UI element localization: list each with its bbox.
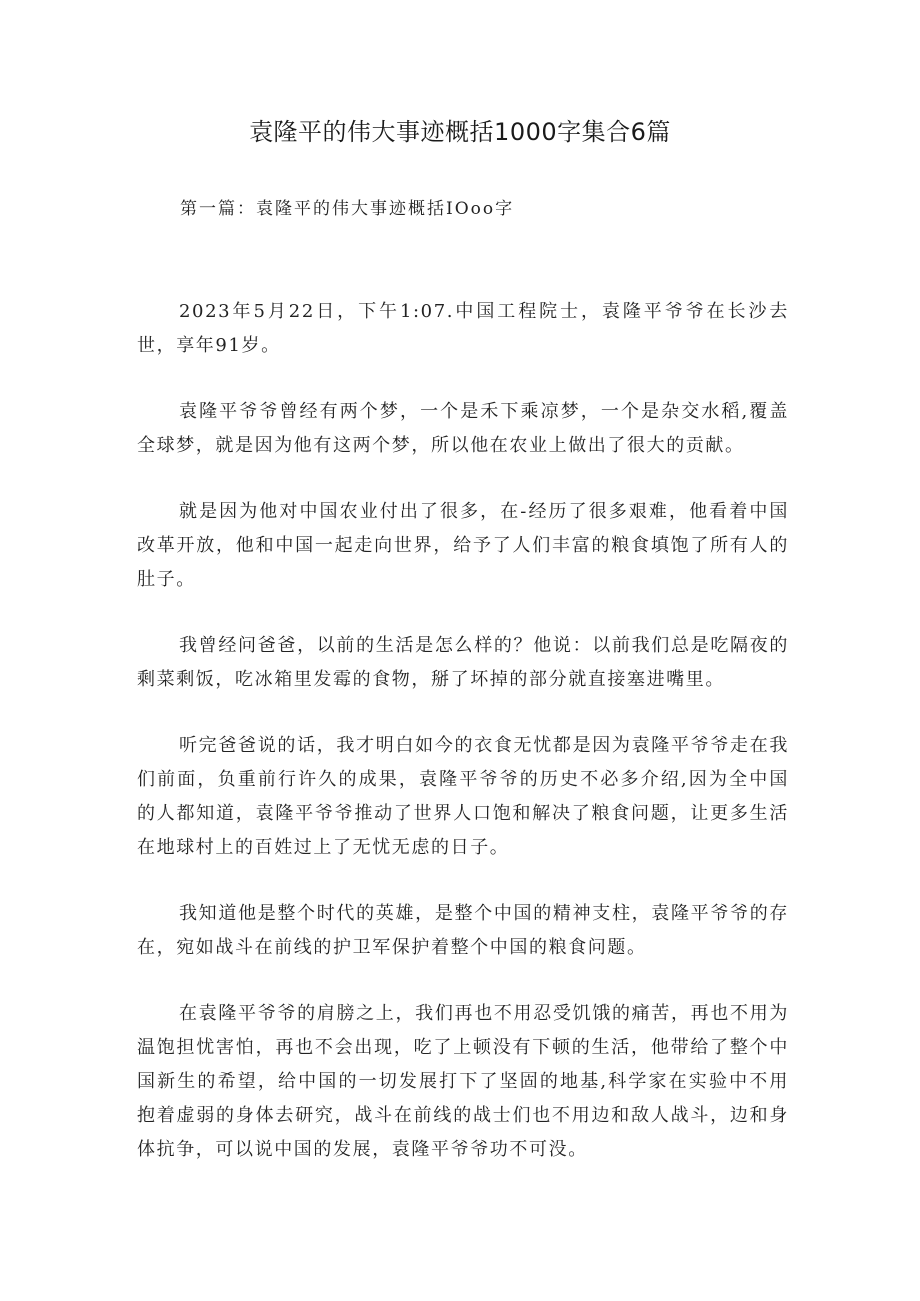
paragraph-4: 我曾经问爸爸，以前的生活是怎么样的？他说：以前我们总是吃隔夜的剩菜剩饭，吃冰箱里发霉的食物，掰了坏掉的部分就直接塞进嘴里。	[137, 635, 789, 690]
section-heading: 第一篇：袁隆平的伟大事迹概括IOoo字	[180, 199, 515, 219]
paragraph-1: 2023年5月22日，下午1:07.中国工程院士，袁隆平爷爷在长沙去世，享年91岁。	[137, 301, 789, 356]
paragraph-7: 在袁隆平爷爷的肩膀之上，我们再也不用忍受饥饿的痛苦，再也不用为温饱担忧害怕，再也不会出现，吃了上顿没有下顿的生活，他带给了整个中国新生的希望，给中国的一切发展打下了坚固的地基,科学家在实验中不用抱着虚弱的身体去研究，战斗在前线的战士们也不用边和敌人战斗，边和身体抗争，可以说中国的发展，袁隆平爷爷功不可没。	[137, 1003, 789, 1160]
document-body	[137, 295, 789, 1199]
document-title: 袁隆平的伟大事迹概括1000字集合6篇	[249, 118, 671, 146]
paragraph-6: 我知道他是整个时代的英雄，是整个中国的精神支柱，袁隆平爷爷的存在，宛如战斗在前线的护卫军保护着整个中国的粮食问题。	[137, 903, 789, 958]
paragraph-3: 就是因为他对中国农业付出了很多，在-经历了很多艰难，他看着中国改革开放，他和中国一起走向世界，给予了人们丰富的粮食填饱了所有人的肚子。	[137, 501, 789, 590]
paragraph-5: 听完爸爸说的话，我才明白如今的衣食无忧都是因为袁隆平爷爷走在我们前面，负重前行许久的成果，袁隆平爷爷的历史不必多介绍,因为全中国的人都知道，袁隆平爷爷推动了世界人口饱和解决了粮食问题，让更多生活在地球村上的百姓过上了无忧无虑的日子。	[137, 735, 789, 858]
paragraph-2: 袁隆平爷爷曾经有两个梦，一个是禾下乘凉梦，一个是杂交水稻,覆盖全球梦，就是因为他有这两个梦，所以他在农业上做出了很大的贡献。	[137, 401, 789, 456]
